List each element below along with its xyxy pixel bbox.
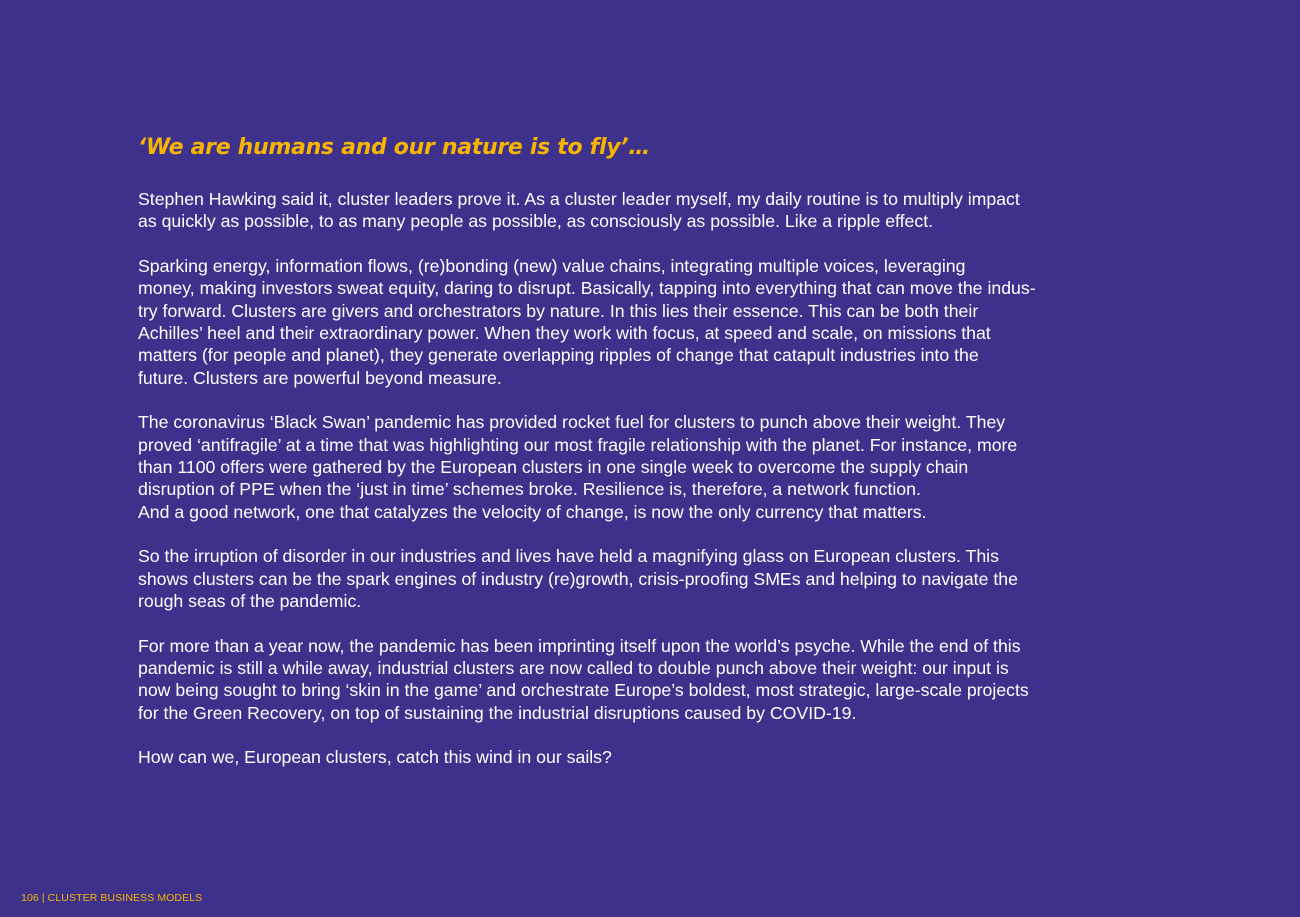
closing-question: How can we, European clusters, catch this wind in our sails? (138, 747, 612, 768)
paragraph: The coronavirus ‘Black Swan’ pandemic has provided rocket fuel for clusters to punch above their weight. They proved ‘antifragile’ at a time that was highlighting our most fragile relationship with the planet. For instance, more than 1100 offers were gathered by the European clusters in one single week to overcome the supply chain disruption of PPE when the ‘just in time’ schemes broke. Resilience is, therefore, a network function. And a good network, one that catalyzes the velocity of change, is now the only currency that matters. (138, 412, 1018, 522)
article-body (138, 132, 1168, 791)
paragraph: For more than a year now, the pandemic has been imprinting itself upon the world’s psyche. While the end of this pandemic is still a while away, industrial clusters are now called to double punch above their weight: our input is now being sought to bring ‘skin in the game’ and orchestrate Europe’s boldest, most strategic, large-scale projects for the Green Recovery, on top of sustaining the industrial disruptions caused by COVID-19. (138, 635, 1029, 723)
quote-heading: ‘We are humans and our nature is to fly’… (138, 135, 650, 160)
paragraph: So the irruption of disorder in our industries and lives have held a magnifying glass on European clusters. This shows clusters can be the spark engines of industry (re)growth, crisis-proofing SMEs and helping to navigate the rough seas of the pandemic. (138, 546, 1018, 611)
paragraph: Sparking energy, information flows, (re)bonding (new) value chains, integrating multiple voices, leveraging money, making investors sweat equity, daring to disrupt. Basically, tapping into everything that can move the indus- try forward. Clusters are givers and orchestrators by nature. In this lies their essence. This can be both their Achilles’ heel and their extraordinary power. When they work with focus, at speed and scale, on missions that matters (for people and planet), they generate overlapping ripples of change that catapult industries into the future. Clusters are powerful beyond measure. (138, 256, 1036, 388)
page-footer: 106 | CLUSTER BUSINESS MODELS (21, 892, 203, 904)
paragraph: Stephen Hawking said it, cluster leaders prove it. As a cluster leader myself, my daily routine is to multiply impact as quickly as possible, to as many people as possible, as consciously as possible. Like a ripple effect. (138, 189, 1020, 232)
